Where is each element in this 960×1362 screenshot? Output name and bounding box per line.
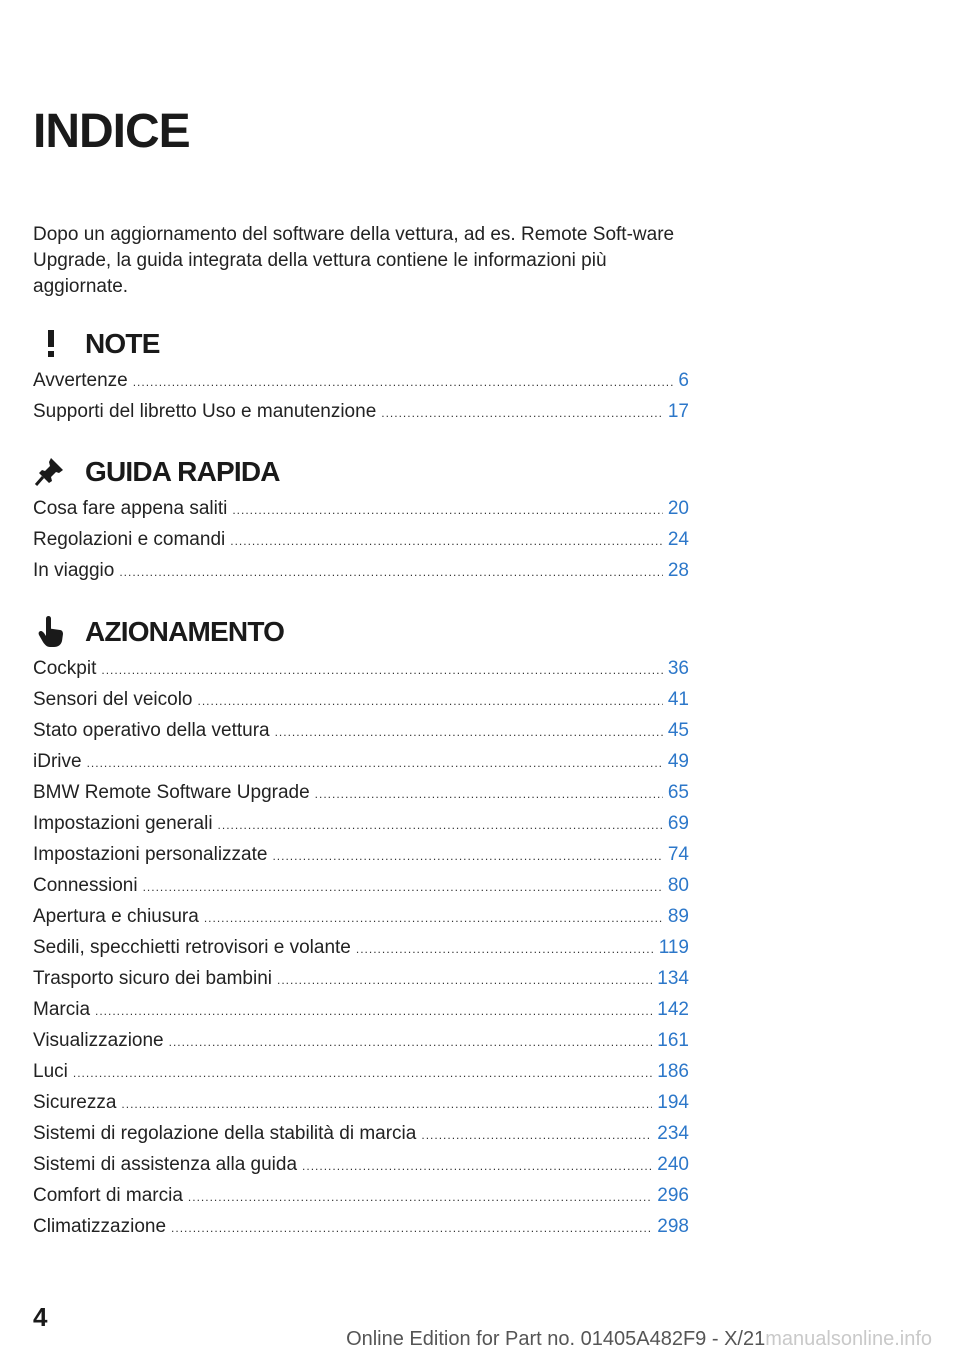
toc-entry[interactable]: [33, 844, 689, 875]
toc-entry-label: Avvertenze: [33, 370, 128, 391]
toc-entry-label: Sedili, specchietti retrovisori e volante: [33, 937, 351, 958]
dot-leader: [87, 756, 663, 770]
toc-entry[interactable]: [33, 689, 689, 720]
toc-entry-label: Impostazioni generali: [33, 813, 213, 834]
toc-entry[interactable]: [33, 1092, 689, 1123]
toc-entry[interactable]: [33, 1216, 689, 1247]
toc-entry-page[interactable]: 36: [667, 658, 689, 679]
dot-leader: [169, 1035, 653, 1049]
toc-entry-label: Sensori del veicolo: [33, 689, 193, 710]
toc-entry[interactable]: [33, 813, 689, 844]
toc-entry-label: Comfort di marcia: [33, 1185, 183, 1206]
dot-leader: [197, 694, 662, 708]
toc-entry[interactable]: [33, 999, 689, 1030]
toc-entry[interactable]: [33, 937, 689, 968]
dot-leader: [188, 1190, 652, 1204]
toc-entry-page[interactable]: 28: [667, 560, 689, 581]
toc-entry-page[interactable]: 45: [667, 720, 689, 741]
toc-entry-page[interactable]: 89: [667, 906, 689, 927]
toc-entry-label: Cockpit: [33, 658, 97, 679]
dot-leader: [381, 406, 663, 420]
intro-paragraph: Dopo un aggiornamento del software della vettura, ad es. Remote Soft‐ware Upgrade, la guida integrata della vettura contiene le informazioni più aggiornate.: [33, 224, 675, 297]
toc-entry-label: Connessioni: [33, 875, 138, 896]
toc-entry-label: Climatizzazione: [33, 1216, 167, 1237]
section-azionamento: [33, 612, 689, 1247]
toc-entry-page[interactable]: 20: [667, 498, 689, 519]
dot-leader: [95, 1004, 652, 1018]
toc-entry-label: Sistemi di assistenza alla guida: [33, 1154, 298, 1175]
dot-leader: [121, 1097, 652, 1111]
dot-leader: [315, 787, 663, 801]
toc-entry-label: Luci: [33, 1061, 68, 1082]
toc-entry-page[interactable]: 240: [657, 1154, 689, 1175]
toc-entry-label: Marcia: [33, 999, 91, 1020]
toc-entry-label: Trasporto sicuro dei bambini: [33, 968, 273, 989]
toc-entry-page[interactable]: 80: [667, 875, 689, 896]
footer-text: Online Edition for Part no. 01405A482F9 - X/21: [346, 1328, 766, 1350]
section-header: [33, 612, 689, 650]
toc-entry-label: Regolazioni e comandi: [33, 529, 226, 550]
toc-entry-label: Supporti del libretto Uso e manutenzione: [33, 401, 377, 422]
toc-entry[interactable]: [33, 1030, 689, 1061]
footer-edition: [346, 1328, 932, 1351]
dot-leader: [218, 818, 663, 832]
toc-entry-page[interactable]: 161: [657, 1030, 689, 1051]
toc-entry[interactable]: [33, 560, 689, 591]
toc-entry-page[interactable]: 49: [667, 751, 689, 772]
toc-entry[interactable]: [33, 529, 689, 560]
dot-leader: [133, 375, 674, 389]
dot-leader: [204, 911, 663, 925]
dot-leader: [302, 1159, 652, 1173]
toc-entry-label: Stato operativo della vettura: [33, 720, 270, 741]
toc-entry-label: iDrive: [33, 751, 82, 772]
section-note: [33, 324, 689, 432]
toc-entry-label: In viaggio: [33, 560, 115, 581]
toc-entry[interactable]: [33, 658, 689, 689]
pointing-hand-icon: [33, 614, 69, 648]
toc-entry-page[interactable]: 24: [667, 529, 689, 550]
section-title: NOTE: [85, 328, 160, 359]
toc-entry[interactable]: [33, 401, 689, 432]
dot-leader: [101, 663, 663, 677]
toc-entry-page[interactable]: 69: [667, 813, 689, 834]
toc-entry-page[interactable]: 234: [657, 1123, 689, 1144]
toc-entry-page[interactable]: 17: [667, 401, 689, 422]
dot-leader: [272, 849, 662, 863]
toc-list: [33, 370, 689, 432]
toc-entry-page[interactable]: 298: [657, 1216, 689, 1237]
toc-entry-label: Visualizzazione: [33, 1030, 164, 1051]
dot-leader: [275, 725, 663, 739]
page-title: INDICE: [33, 105, 190, 158]
toc-entry-page[interactable]: 6: [678, 370, 689, 391]
toc-entry-label: Apertura e chiusura: [33, 906, 199, 927]
toc-entry-page[interactable]: 134: [657, 968, 689, 989]
section-title: GUIDA RAPIDA: [85, 456, 280, 487]
section-title: AZIONAMENTO: [85, 616, 285, 647]
dot-leader: [119, 565, 663, 579]
toc-list: [33, 498, 689, 591]
exclamation-icon: [33, 326, 69, 360]
toc-entry[interactable]: [33, 875, 689, 906]
toc-entry[interactable]: [33, 498, 689, 529]
dot-leader: [232, 503, 663, 517]
section-header: [33, 452, 689, 490]
dot-leader: [421, 1128, 652, 1142]
toc-entry-page[interactable]: 142: [657, 999, 689, 1020]
toc-entry-page[interactable]: 119: [658, 937, 689, 958]
dot-leader: [230, 534, 663, 548]
toc-entry[interactable]: [33, 370, 689, 401]
toc-entry[interactable]: [33, 1123, 689, 1154]
watermark-text: manualsonline.info: [765, 1328, 932, 1350]
toc-entry[interactable]: [33, 1185, 689, 1216]
toc-entry[interactable]: [33, 906, 689, 937]
dot-leader: [143, 880, 663, 894]
page-number: 4: [33, 1302, 48, 1332]
dot-leader: [277, 973, 652, 987]
toc-entry-label: Sicurezza: [33, 1092, 117, 1113]
toc-entry-label: Impostazioni personalizzate: [33, 844, 268, 865]
section-header: [33, 324, 689, 362]
toc-entry-page[interactable]: 186: [657, 1061, 689, 1082]
toc-entry-page[interactable]: 74: [667, 844, 689, 865]
dot-leader: [356, 942, 654, 956]
toc-entry[interactable]: [33, 720, 689, 751]
toc-entry-label: Cosa fare appena saliti: [33, 498, 228, 519]
toc-entry[interactable]: [33, 968, 689, 999]
toc-entry[interactable]: [33, 782, 689, 813]
dot-leader: [73, 1066, 652, 1080]
toc-entry-page[interactable]: 41: [667, 689, 689, 710]
toc-list: [33, 658, 689, 1247]
toc-entry-label: Sistemi di regolazione della stabilità di marcia: [33, 1123, 417, 1144]
toc-entry[interactable]: [33, 1154, 689, 1185]
toc-entry-page[interactable]: 65: [667, 782, 689, 803]
toc-entry-label: BMW Remote Software Upgrade: [33, 782, 310, 803]
dot-leader: [171, 1221, 652, 1235]
toc-entry-page[interactable]: 194: [657, 1092, 689, 1113]
pushpin-icon: [33, 454, 69, 488]
toc-entry[interactable]: [33, 751, 689, 782]
toc-entry[interactable]: [33, 1061, 689, 1092]
section-guida-rapida: [33, 452, 689, 591]
toc-entry-page[interactable]: 296: [657, 1185, 689, 1206]
